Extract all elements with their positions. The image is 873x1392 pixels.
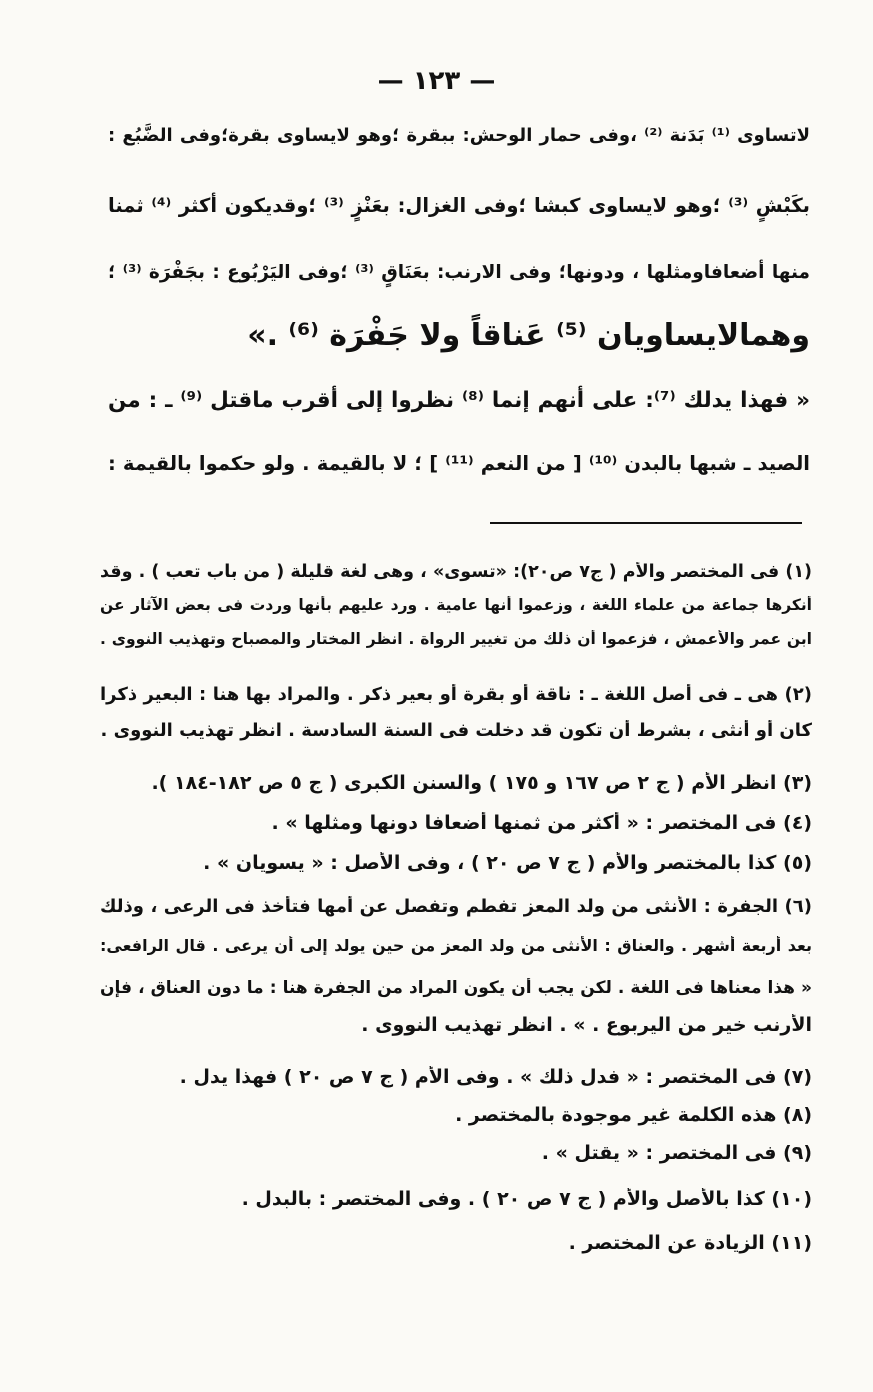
footnote-line: كان أو أنثى ، بشرط أن تكون قد دخلت فى السنة السادسة . انظر تهذيب النووى . [100,720,812,741]
body-line-6: الصيد ـ شبها بالبدن ⁽¹⁰⁾ [ من النعم ⁽¹¹⁾ ] ؛ لا بالقيمة . ولو حكموا بالقيمة : [108,452,810,475]
footnote-line: (١) فى المختصر والأم ( ج٧ ص٢٠): «تسوى» ، وهى لغة قليلة ( من باب تعب ) . وقد [100,562,812,582]
footnote-line: (٦) الجفرة : الأنثى من ولد المعز تفطم وتفصل عن أمها فتأخذ فى الرعى ، وذلك [100,896,812,917]
body-line-5: « فهذا يدلك ⁽⁷⁾: على أنهم إنما ⁽⁸⁾ نظروا إلى أقرب ماقتل ⁽⁹⁾ ـ : من [108,388,810,413]
footnote-separator [490,522,802,524]
body-line-3: منها أضعافاومثلها ، ودونها؛ وفى الارنب: بعَنَاقٍ ⁽³⁾ ؛وفى اليَرْبُوع : بجَفْرَة ⁽³⁾ ؛ [108,262,810,283]
footnote-line: « هذا معناها فى اللغة . لكن يجب أن يكون المراد من الجفرة هنا : ما دون العناق ، فإن [100,978,812,998]
footnote-line: (٩) فى المختصر : « يقتل » . [541,1142,812,1164]
body-line-4: وهمالايساويان ⁽⁵⁾ عَناقاً ولا جَفْرَة ⁽⁶⁾ .» [247,318,810,353]
footnote-line: الأرنب خير من اليربوع . » . انظر تهذيب النووى . [361,1014,812,1036]
footnote-line: (٨) هذه الكلمة غير موجودة بالمختصر . [455,1104,812,1126]
footnote-line: (٧) فى المختصر : « فدل ذلك » . وفى الأم ( ج ٧ ص ٢٠ ) فهذا يدل . [179,1066,812,1088]
footnote-line: (١١) الزيادة عن المختصر . [568,1232,812,1254]
body-line-2: بكَبْشٍ ⁽³⁾ ؛وهو لايساوى كبشا ؛وفى الغزال: بعَنْزٍ ⁽³⁾ ؛وقديكون أكثر ⁽⁴⁾ ثمنا [108,194,810,217]
footnote-line: (٣) انظر الأم ( ج ٢ ص ١٦٧ و ١٧٥ ) والسنن الكبرى ( ج ٥ ص ١٨٢-١٨٤ ). [151,772,812,794]
footnote-line: (٥) كذا بالمختصر والأم ( ج ٧ ص ٢٠ ) ، وفى الأصل : « يسويان » . [203,852,812,874]
page-number: — ١٢٣ — [377,66,496,96]
footnote-line: (١٠) كذا بالأصل والأم ( ج ٧ ص ٢٠ ) . وفى المختصر : بالبدل . [241,1188,812,1210]
footnote-line: (٤) فى المختصر : « أكثر من ثمنها أضعافا دونها ومثلها » . [271,812,812,834]
footnote-line: أنكرها جماعة من علماء اللغة ، وزعموا أنها عامية . ورد عليهم بأنها وردت فى بعض الآثار عن [100,596,812,614]
footnote-line: (٢) هى ـ فى أصل اللغة ـ : ناقة أو بقرة أو بعير ذكر . والمراد بها هنا : البعير ذكرا [100,684,812,705]
body-line-1: لاتساوى ⁽¹⁾ بَدَنة ⁽²⁾ ،وفى حمار الوحش: ببقرة ؛وهو لايساوى بقرة؛وفى الضَّبُع : [108,125,810,146]
footnote-line: ابن عمر والأعمش ، فزعموا أن ذلك من تغيير الرواة . انظر المختار والمصباح وتهذيب النووى . [100,630,812,648]
footnote-line: بعد أربعة أشهر . والعناق : الأنثى من ولد المعز من حين يولد إلى أن يرعى . قال الرافعى: [100,936,812,955]
